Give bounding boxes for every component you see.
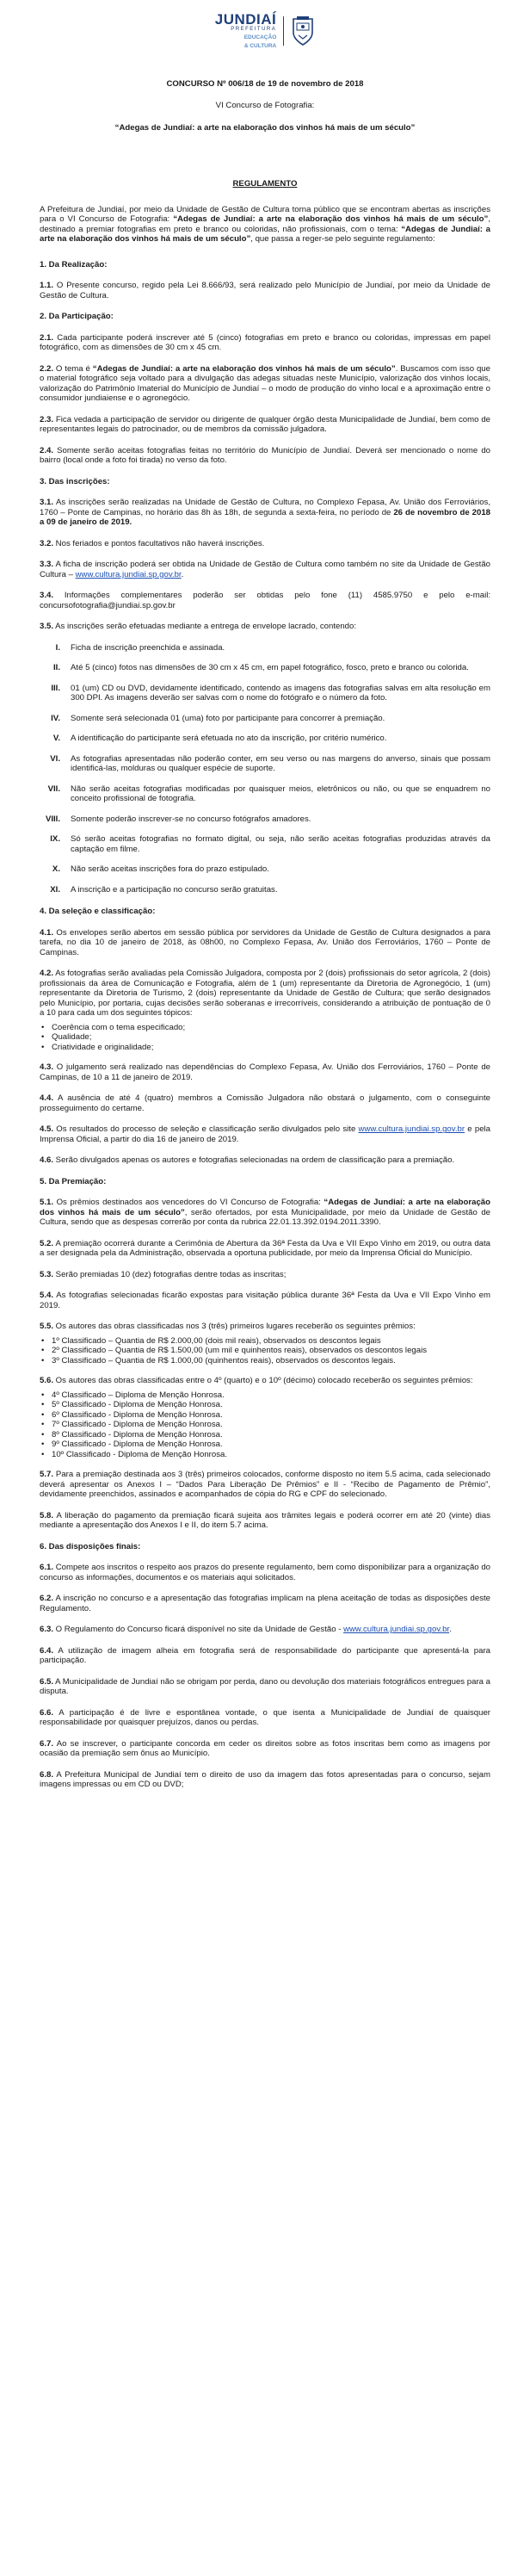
bullet-icon: • bbox=[41, 1429, 45, 1440]
clause-2-2 bbox=[40, 364, 490, 404]
clause-number: 2.1. bbox=[40, 332, 54, 343]
item-text: Não serão aceitas fotografias modificadas por quaisquer meios, eletrônicos ou não, ou que se enquadrem no conceito profissional de fotografia. bbox=[71, 783, 490, 804]
prize-list bbox=[40, 1336, 490, 1366]
bullet-icon: • bbox=[41, 1022, 45, 1032]
clause-number: 6.8. bbox=[40, 1769, 54, 1780]
clause-number: 3.5. bbox=[40, 622, 54, 632]
section-3-heading: 3. Das inscrições: bbox=[40, 476, 110, 486]
logo-name: JUNDIAÍ bbox=[214, 11, 277, 28]
item-text: A identificação do participante será efetuada no ato da inscrição, por critério numérico. bbox=[71, 734, 387, 744]
clause-3-2 bbox=[40, 539, 490, 549]
item-text: Ficha de inscrição preenchida e assinada. bbox=[71, 642, 225, 653]
clause-text: Os autores das obras classificadas nos 3 (três) primeiros lugares receberão os seguintes prêmios: bbox=[53, 1322, 416, 1332]
clause-text: Informações complementares poderão ser obtidas pelo fone (11) 4585.9750 e pelo e-mail: concursofotografia@jundiai.sp.gov.br bbox=[40, 591, 490, 610]
logo-dept-line1: EDUCAÇÃO bbox=[243, 34, 277, 41]
clause-6-4 bbox=[40, 1646, 490, 1666]
item-text: Somente será selecionada 01 (uma) foto por participante para concorrer à premiação. bbox=[71, 713, 385, 723]
clause-text: Cada participante poderá inscrever até 5 (cinco) fotografias em preto e branco ou coloridas, impressas em papel fotográfico, com as dimensões de 30 cm x 45 cm. bbox=[40, 332, 490, 353]
clause-text: A utilização de imagem alheia em fotografia será de responsabilidade do participante que apresentá-la para participação. bbox=[40, 1645, 490, 1666]
list-item bbox=[40, 714, 490, 724]
clause-6-1 bbox=[40, 1563, 490, 1582]
clause-2-1 bbox=[40, 333, 490, 353]
clause-number: 5.3. bbox=[40, 1269, 54, 1279]
clause-number: 2.2. bbox=[40, 363, 54, 374]
list-item bbox=[40, 1440, 490, 1450]
intro-text-3: , que passa a reger-se pelo seguinte regulamento: bbox=[250, 234, 435, 245]
clause-number: 5.2. bbox=[40, 1238, 54, 1248]
section-4-heading: 4. Da seleção e classificação: bbox=[40, 907, 156, 917]
clause-number: 4.3. bbox=[40, 1062, 54, 1073]
clause-text: e pela Imprensa Oficial, a partir do dia 16 de janeiro de 2019. bbox=[40, 1124, 490, 1144]
list-item bbox=[40, 643, 490, 653]
clause-5-6 bbox=[40, 1376, 490, 1386]
clause-number: 5.8. bbox=[40, 1510, 54, 1520]
item-text: 10º Classificado - Diploma de Menção Honrosa. bbox=[52, 1449, 228, 1459]
item-number: XI. bbox=[50, 884, 60, 895]
culture-site-link[interactable]: www.cultura.jundiai.sp.gov.br bbox=[343, 1625, 450, 1635]
item-text: 2º Classificado – Quantia de R$ 1.500,00 (um mil e quinhentos reais), observados os descontos legais bbox=[52, 1346, 428, 1356]
clause-5-7 bbox=[40, 1470, 490, 1500]
clause-text: . bbox=[449, 1625, 452, 1635]
clause-4-3 bbox=[40, 1062, 490, 1082]
clause-text: A premiação ocorrerá durante a Cerimônia de Abertura da 36ª Festa da Uva e VII Expo Vinho em 2019, ou outra data a ser designada pela da Administração, observada a oportuna publicidade, por meio da Imprensa Oficial do Município. bbox=[40, 1238, 490, 1259]
list-item bbox=[40, 1043, 490, 1053]
contest-name: VI Concurso de Fotografia: bbox=[215, 101, 315, 111]
clause-3-5 bbox=[40, 622, 490, 632]
clause-number: 5.1. bbox=[40, 1198, 54, 1208]
clause-text: Os autores das obras classificadas entre o 4º (quarto) e o 10º (décimo) colocado receberão os seguintes prêmios: bbox=[53, 1376, 473, 1386]
item-text: A inscrição e a participação no concurso serão gratuitas. bbox=[71, 884, 278, 895]
clause-number: 4.2. bbox=[40, 969, 54, 979]
clause-number: 5.6. bbox=[40, 1376, 54, 1386]
clause-number: 5.4. bbox=[40, 1291, 54, 1301]
bullet-icon: • bbox=[41, 1335, 45, 1346]
clause-text: As fotografias serão avaliadas pela Comissão Julgadora, composta por 2 (dois) profissionais do setor agrícola, 2 (dois) profissionais da área de Comunicação e Fotografia, além de 1 (um) representante da Diretoria de Agronegócio, 1 (um) representante da Diretoria de Turismo, 2 (dois) representante da Unidade de Gestão de Cultura; que serão designados pelo Município, por portaria, cujas decisões serão soberanas e irrecorríveis, considerando a atribuição de pontuação de 0 a 10 para cada um dos seguintes tópicos: bbox=[40, 969, 490, 1019]
list-item bbox=[40, 734, 490, 744]
clause-text: A Prefeitura Municipal de Jundiaí tem o direito de uso da imagem das fotos apresentadas para o concurso, sejam imagens impressas ou em CD ou DVD; bbox=[40, 1769, 490, 1790]
clause-text: Somente serão aceitas fotografias feitas no território do Município de Jundiaí. Deverá ser mencionado o nome do bairro (local onde a foto foi tirada) no verso da foto. bbox=[40, 445, 490, 466]
clause-number: 3.1. bbox=[40, 498, 54, 508]
bullet-icon: • bbox=[41, 1355, 45, 1365]
item-text: 6º Classificado - Diploma de Menção Honrosa. bbox=[52, 1409, 223, 1420]
intro-text-2: , destinado a premiar fotografias em preto e branco ou coloridas, não profissionais, com o tema: bbox=[40, 214, 490, 234]
item-text: 7º Classificado - Diploma de Menção Honrosa. bbox=[52, 1420, 223, 1430]
clause-number: 4.1. bbox=[40, 927, 54, 938]
clause-number: 5.7. bbox=[40, 1470, 54, 1480]
clause-2-3 bbox=[40, 415, 490, 435]
inscription-period: 26 de novembro de 2018 a 09 de janeiro de 2019. bbox=[40, 507, 490, 528]
item-text: Criatividade e originalidade; bbox=[52, 1042, 154, 1052]
item-number: I. bbox=[55, 642, 60, 653]
section-5-heading: 5. Da Premiação: bbox=[40, 1176, 107, 1186]
item-number: IV. bbox=[51, 713, 60, 723]
clause-text: Compete aos inscritos o respeito aos prazos do presente regulamento, bem como disponibilizar para a organização do concurso as informações, documentos e os materiais aqui solicitados. bbox=[40, 1563, 490, 1582]
clause-number: 2.4. bbox=[40, 445, 54, 455]
clause-text: Fica vedada a participação de servidor ou dirigente de qualquer órgão desta Municipalidade de Jundiaí, bem como de representantes legais do patrocinador, ou de membros da comissão julgadora. bbox=[40, 414, 490, 435]
clause-text: Os envelopes serão abertos em sessão pública por servidores da Unidade de Gestão de Cultura designados a para tarefa, no dia 10 de janeiro de 2018, às 08h00, no Complexo Fepasa, Av. União dos Ferroviários, 1760 – Ponte de Campinas. bbox=[40, 927, 490, 957]
list-item bbox=[40, 754, 490, 774]
clause-text: Ao se inscrever, o participante concorda em ceder os direitos sobre as fotos inscritas bem como as imagens por ocasião da premiação sem ônus ao Município. bbox=[40, 1738, 490, 1759]
concurso-number: CONCURSO Nº 006/18 de 19 de novembro de 2018 bbox=[166, 78, 364, 89]
clause-text: O tema é bbox=[53, 363, 93, 374]
section-1-heading: 1. Da Realização: bbox=[40, 259, 108, 269]
bullet-icon: • bbox=[41, 1042, 45, 1052]
list-item bbox=[40, 1450, 490, 1460]
clause-1-1 bbox=[40, 281, 490, 300]
clause-number: 6.1. bbox=[40, 1563, 54, 1573]
bullet-icon: • bbox=[41, 1346, 45, 1356]
list-item bbox=[40, 1430, 490, 1440]
item-text: Qualidade; bbox=[52, 1032, 92, 1043]
clause-4-4 bbox=[40, 1093, 490, 1113]
clause-text: A ausência de até 4 (quatro) membros a Comissão Julgadora não obstará o julgamento, com o conseguinte prosseguimento do certame. bbox=[40, 1093, 490, 1113]
list-item bbox=[40, 1390, 490, 1401]
clause-number: 4.5. bbox=[40, 1124, 54, 1135]
item-text: Somente poderão inscrever-se no concurso fotógrafos amadores. bbox=[71, 814, 311, 824]
clause-text: A participação é de livre e espontânea vontade, o que isenta a Municipalidade de Jundiaí de quaisquer responsabilidade por quaisquer prejuízos, danos ou perdas. bbox=[40, 1707, 490, 1728]
clause-5-2 bbox=[40, 1239, 490, 1259]
item-text: 5º Classificado - Diploma de Menção Honrosa. bbox=[52, 1400, 223, 1410]
list-item bbox=[40, 784, 490, 804]
honor-list bbox=[40, 1390, 490, 1460]
item-text: 1º Classificado – Quantia de R$ 2.000,00 (dois mil reais), observados os descontos legais bbox=[52, 1335, 381, 1346]
clause-6-2 bbox=[40, 1594, 490, 1613]
clause-text: . bbox=[181, 569, 184, 579]
clause-text: O Presente concurso, regido pela Lei 8.666/93, será realizado pelo Município de Jundiaí, por meio da Unidade de Gestão de Cultura. bbox=[40, 281, 490, 300]
list-item bbox=[40, 1032, 490, 1043]
clause-text: Os resultados do processo de seleção e classificação serão divulgados pelo site bbox=[53, 1124, 359, 1135]
section-2-heading: 2. Da Participação: bbox=[40, 312, 114, 322]
clause-5-1 bbox=[40, 1198, 490, 1228]
crest-icon bbox=[291, 15, 315, 46]
logo-dept-line2: & CULTURA bbox=[243, 43, 277, 49]
clause-number: 4.6. bbox=[40, 1155, 54, 1166]
item-number: X. bbox=[52, 864, 60, 875]
bullet-icon: • bbox=[41, 1449, 45, 1459]
clause-4-2 bbox=[40, 969, 490, 1019]
clause-number: 6.5. bbox=[40, 1676, 54, 1687]
clause-theme: “Adegas de Jundiaí: a arte na elaboração dos vinhos há mais de um século” bbox=[40, 1198, 491, 1217]
clause-3-1 bbox=[40, 498, 490, 528]
clause-3-4 bbox=[40, 591, 490, 610]
item-number: VII. bbox=[47, 783, 60, 794]
list-item bbox=[40, 1420, 490, 1430]
item-text: As fotografias apresentadas não poderão conter, em seu verso ou nas margens do anverso, sinais que possam identificá-las, molduras ou qualquer espécie de suporte. bbox=[71, 753, 490, 774]
list-item bbox=[40, 1410, 490, 1421]
culture-site-link[interactable]: www.cultura.jundiai.sp.gov.br bbox=[75, 569, 182, 579]
clause-6-7 bbox=[40, 1739, 490, 1759]
clause-number: 6.7. bbox=[40, 1738, 54, 1749]
bullet-icon: • bbox=[41, 1400, 45, 1410]
clause-number: 6.3. bbox=[40, 1625, 54, 1635]
clause-6-6 bbox=[40, 1708, 490, 1728]
bullet-icon: • bbox=[41, 1440, 45, 1450]
regulamento-heading: REGULAMENTO bbox=[232, 179, 298, 189]
list-item bbox=[40, 885, 490, 895]
item-text: Não serão aceitas inscrições fora do prazo estipulado. bbox=[71, 864, 269, 875]
clause-6-5 bbox=[40, 1677, 490, 1697]
item-text: 3º Classificado – Quantia de R$ 1.000,00 (quinhentos reais), observados os descontos legais. bbox=[52, 1355, 396, 1365]
clause-number: 3.2. bbox=[40, 538, 54, 548]
item-text: 8º Classificado - Diploma de Menção Honrosa. bbox=[52, 1429, 223, 1440]
clause-number: 4.4. bbox=[40, 1093, 54, 1104]
clause-2-4 bbox=[40, 446, 490, 466]
clause-text: A Municipalidade de Jundiaí não se obrigam por perda, dano ou devolução dos materiais fotográficos entregues para a disputa. bbox=[40, 1676, 490, 1697]
intro-paragraph bbox=[40, 205, 490, 245]
item-text: Até 5 (cinco) fotos nas dimensões de 30 cm x 45 cm, em papel fotográfico, fosco, preto e branco ou colorida. bbox=[71, 663, 469, 673]
logo-subtitle: PREFEITURA bbox=[231, 27, 277, 32]
clause-text: As inscrições serão realizadas na Unidade de Gestão de Cultura, no Complexo Fepasa, Av. União dos Ferroviários, 1760 – Ponte de Campinas, no horário das 8h às 18h, de segunda a sexta-feira, no período de bbox=[40, 498, 490, 517]
item-text: 4º Classificado – Diploma de Menção Honrosa. bbox=[52, 1390, 225, 1400]
clause-4-6 bbox=[40, 1155, 490, 1166]
item-text: Só serão aceitas fotografias no formato digital, ou seja, não serão aceitas fotografias produzidas através da captação em filme. bbox=[71, 834, 490, 854]
clause-number: 6.4. bbox=[40, 1645, 54, 1656]
logo-lockup bbox=[215, 12, 316, 50]
item-number: II. bbox=[53, 663, 60, 673]
clause-text: A liberação do pagamento da premiação ficará sujeita aos trâmites legais e poderá ocorrer em até 20 (vinte) dias mediante a apresentação dos Anexos I e II, do item 5.7 acima. bbox=[40, 1510, 490, 1531]
clause-text: A ficha de inscrição poderá ser obtida na Unidade de Gestão de Cultura como também no site da Unidade de Gestão Cultura – bbox=[40, 560, 490, 579]
intro-theme-2: “Adegas de Jundiaí: a arte na elaboração dos vinhos há mais de um século” bbox=[40, 224, 490, 245]
item-number: VIII. bbox=[45, 814, 60, 824]
clause-text: As fotografias selecionadas ficarão expostas para visitação pública durante 36ª Festa da Uva e VII Expo Vinho em 2019. bbox=[40, 1291, 490, 1310]
clause-text: O Regulamento do Concurso ficará disponível no site da Unidade de Gestão - bbox=[53, 1625, 344, 1635]
bullet-icon: • bbox=[41, 1409, 45, 1420]
clause-number: 6.2. bbox=[40, 1594, 54, 1604]
list-item bbox=[40, 684, 490, 703]
criteria-list bbox=[40, 1023, 490, 1053]
item-number: IX. bbox=[50, 834, 60, 845]
item-number: III. bbox=[51, 683, 60, 693]
list-item bbox=[40, 864, 490, 875]
item-text: 01 (um) CD ou DVD, devidamente identificado, contendo as imagens das fotografias salvas em alta resolução em 300 DPI. As imagens deverão ser salvas com o nome do fotógrafo e o número da foto. bbox=[71, 683, 490, 703]
culture-site-link[interactable]: www.cultura.jundiai.sp.gov.br bbox=[358, 1124, 465, 1135]
clause-text: A inscrição no concurso e a apresentação das fotografias implicam na plena aceitação de todas as disposições deste Regulamento. bbox=[40, 1594, 490, 1613]
clause-text: Os prêmios destinados aos vencedores do VI Concurso de Fotografia: bbox=[53, 1198, 324, 1208]
clause-number: 5.5. bbox=[40, 1322, 54, 1332]
item-text: Coerência com o tema especificado; bbox=[52, 1022, 186, 1032]
item-number: VI. bbox=[50, 753, 60, 764]
clause-number: 6.6. bbox=[40, 1707, 54, 1718]
clause-text: Serão divulgados apenas os autores e fotografias selecionadas na ordem de classificação para a premiação. bbox=[53, 1155, 455, 1166]
list-item bbox=[40, 834, 490, 854]
list-item bbox=[40, 663, 490, 673]
clause-number: 3.3. bbox=[40, 560, 54, 570]
header-logo bbox=[40, 12, 490, 50]
clause-5-3 bbox=[40, 1270, 490, 1280]
bullet-icon: • bbox=[41, 1390, 45, 1400]
list-item bbox=[40, 814, 490, 825]
clause-text: As inscrições serão efetuadas mediante a entrega de envelope lacrado, contendo: bbox=[53, 622, 357, 632]
bullet-icon: • bbox=[41, 1032, 45, 1043]
clause-3-3 bbox=[40, 560, 490, 579]
clause-6-3 bbox=[40, 1625, 490, 1635]
list-item bbox=[40, 1346, 490, 1356]
clause-text: Serão premiadas 10 (dez) fotografias dentre todas as inscritas; bbox=[53, 1269, 287, 1279]
clause-text: . Buscamos com isso que o material fotográfico seja voltado para a divulgação das adegas situadas neste Município, valorização dos vinhos locais, valorização do Patrimônio Imaterial do Município de Jundiaí – o modo de produção do vinho local e a aproximação entre o consumidor jundiaiense e o agronegócio. bbox=[40, 363, 490, 404]
intro-text-1: A Prefeitura de Jundiaí, por meio da Unidade de Gestão de Cultura torna público que se encontram abertas as inscrições para o VI Concurso de Fotografia: bbox=[40, 204, 490, 225]
item-text: 9º Classificado - Diploma de Menção Honrosa. bbox=[52, 1440, 223, 1450]
clause-4-5 bbox=[40, 1124, 490, 1144]
envelope-contents-list bbox=[40, 643, 490, 895]
logo-text bbox=[215, 12, 277, 50]
list-item bbox=[40, 1336, 490, 1347]
bullet-icon: • bbox=[41, 1420, 45, 1430]
clause-5-4 bbox=[40, 1291, 490, 1310]
intro-theme-1: “Adegas de Jundiaí: a arte na elaboração dos vinhos há mais de um século” bbox=[173, 214, 489, 225]
item-number: V. bbox=[52, 734, 60, 744]
list-item bbox=[40, 1356, 490, 1366]
list-item bbox=[40, 1023, 490, 1033]
clause-number: 3.4. bbox=[40, 591, 54, 601]
logo-separator bbox=[283, 16, 284, 46]
clause-theme: “Adegas de Jundiaí: a arte na elaboração dos vinhos há mais de um século” bbox=[92, 363, 396, 374]
clause-number: 1.1. bbox=[40, 281, 54, 291]
clause-4-1 bbox=[40, 928, 490, 958]
contest-theme: “Adegas de Jundiaí: a arte na elaboração dos vinhos há mais de um século” bbox=[114, 122, 416, 133]
list-item bbox=[40, 1400, 490, 1410]
clause-6-8 bbox=[40, 1770, 490, 1790]
clause-text: Para a premiação destinada aos 3 (três) primeiros colocados, conforme disposto no item 5.5 acima, cada selecionado deverá apresentar os Anexos I – “Dados Para Liberação De Prêmios” e II - “Recibo de Pagamento de Prêmio”, devidamente preenchidos, assinados e acompanhados de cópia do RG e CPF do selecionado. bbox=[40, 1470, 490, 1500]
clause-5-5 bbox=[40, 1322, 490, 1332]
clause-number: 2.3. bbox=[40, 414, 54, 424]
section-6-heading: 6. Das disposições finais: bbox=[40, 1541, 141, 1551]
clause-text: , serão ofertados, por esta Municipalidade, por meio da Unidade de Gestão de Cultura, sendo que as despesas correrão por conta da rubrica 22.01.13.392.0194.2011.3390. bbox=[40, 1207, 490, 1228]
clause-5-8 bbox=[40, 1511, 490, 1531]
clause-text: O julgamento será realizado nas dependências do Complexo Fepasa, Av. União dos Ferroviários, 1760 – Ponte de Campinas, de 10 a 11 de janeiro de 2019. bbox=[40, 1062, 490, 1082]
clause-text: Nos feriados e pontos facultativos não haverá inscrições. bbox=[53, 538, 265, 548]
